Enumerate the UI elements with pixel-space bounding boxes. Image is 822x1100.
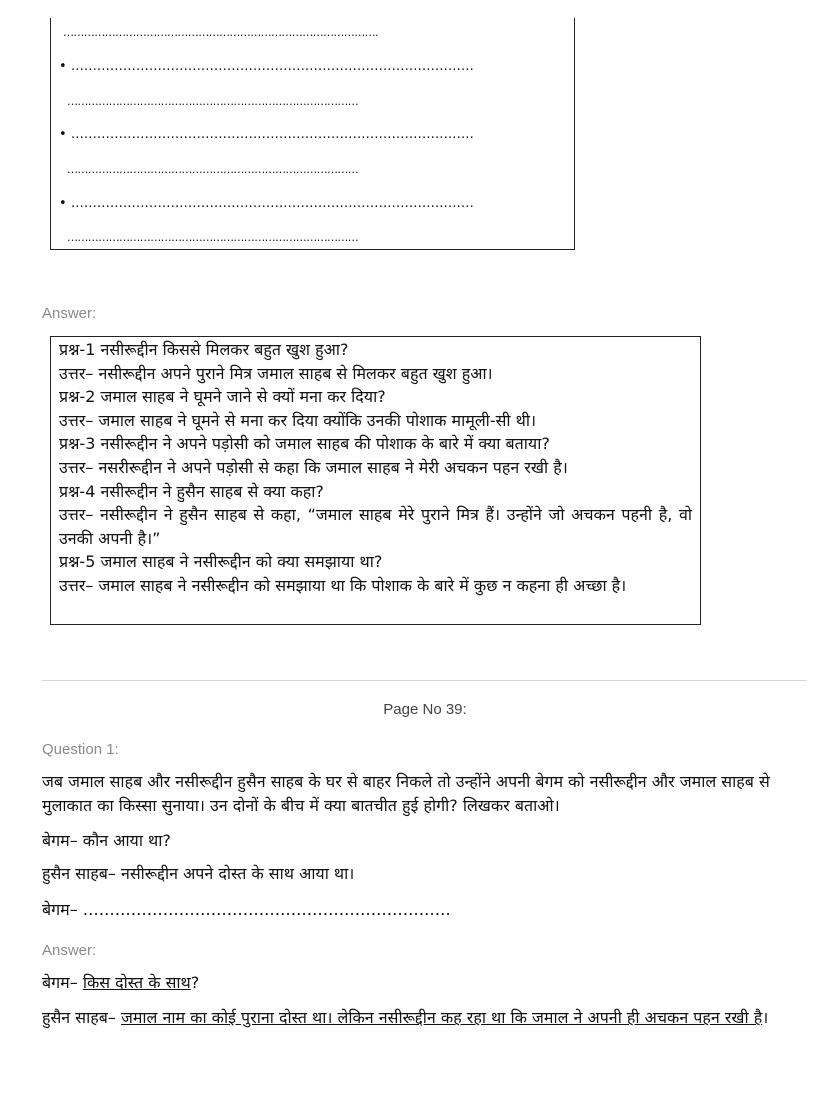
- answer-box: [50, 336, 701, 625]
- dotted-line: …………………………………………………………………………: [67, 163, 359, 176]
- dotted-line: …………………………………………………………………………………: [70, 127, 474, 142]
- bullet-item: [59, 127, 474, 143]
- answer-line: उत्तर– नसरीरूद्दीन ने अपने पड़ोसी से कहा कि जमाल साहब ने मेरी अचकन पहन रखी है।: [59, 457, 568, 477]
- dialog-line-blank: बेगम– ……………………………………………………………: [42, 900, 451, 919]
- question-text: जब जमाल साहब और नसीरूद्दीन हुसैन साहब के घर से बाहर निकले तो उन्होंने अपनी बेगम को नसीरूद्दीन और जमाल साहब से मुलाकात का किस्सा सुनाया। उन दोनों के बीच में क्या बातचीत हुई होगी? लिखकर बताओ।: [42, 772, 770, 815]
- answer-line: उत्तर– नसीरूद्दीन अपने पुराने मित्र जमाल साहब से मिलकर बहुत खुश हुआ।: [59, 363, 493, 383]
- question-line: प्रश्न-1 नसीरूद्दीन किससे मिलकर बहुत खुश हुआ?: [59, 340, 349, 359]
- question-line: प्रश्न-3 नसीरूद्दीन ने अपने पड़ोसी को जमाल साहब की पोशाक के बारे में क्या बताया?: [59, 434, 550, 454]
- dotted-line: ……………………………………………………………………………….: [63, 26, 378, 39]
- speaker-label: हुसैन साहब–: [42, 1008, 121, 1027]
- page-number: Page No 39:: [383, 701, 467, 718]
- bullet-icon: •: [59, 59, 67, 74]
- punctuation: ।: [762, 1008, 769, 1027]
- dotted-line: …………………………………………………………………………………: [70, 59, 474, 74]
- question-line: प्रश्न-2 जमाल साहब ने घूमने जाने से क्यों मना कर दिया?: [59, 387, 386, 407]
- speaker-label: बेगम–: [42, 973, 83, 992]
- punctuation: ?: [190, 973, 200, 992]
- dialog-line: हुसैन साहब– नसीरूद्दीन अपने दोस्त के साथ आया था।: [42, 864, 355, 883]
- answer-line: उत्तर– जमाल साहब ने घूमने से मना कर दिया क्योंकि उनकी पोशाक मामूली-सी थी।: [59, 410, 537, 430]
- section-divider: [42, 680, 807, 681]
- answer-line: उत्तर– जमाल साहब ने नसीरूद्दीन को समझाया था कि पोशाक के बारे में कुछ न कहना ही अच्छा है।: [59, 575, 627, 595]
- filled-answer: किस दोस्त के साथ: [82, 973, 191, 992]
- bullet-icon: •: [59, 127, 67, 142]
- bullet-item: [59, 59, 474, 75]
- answer-label: Answer:: [42, 305, 97, 322]
- dotted-line: …………………………………………………………………………………: [70, 196, 474, 211]
- bullet-item: [59, 196, 474, 212]
- answer-line: उत्तर– नसीरूद्दीन ने हुसैन साहब से कहा, “जमाल साहब मेरे पुराने मित्र हैं। उन्होंने जो अचकन पहनी है, वो उनकी अपनी है।”: [59, 505, 692, 548]
- question-line: प्रश्न-4 नसीरूद्दीन ने हुसैन साहब से क्या कहा?: [59, 481, 324, 501]
- bullet-icon: •: [59, 196, 67, 211]
- answer-dialog-line: [42, 1006, 787, 1030]
- answer-label: Answer:: [42, 942, 97, 959]
- dotted-lines-box: [50, 18, 575, 250]
- question-line: प्रश्न-5 जमाल साहब ने नसीरूद्दीन को क्या समझाया था?: [59, 552, 383, 572]
- dotted-line: …………………………………………………………………………: [67, 231, 359, 244]
- filled-answer: जमाल नाम का कोई पुराना दोस्त था। लेकिन नसीरूद्दीन कह रहा था कि जमाल ने अपनी ही अचकन पहन रखी है: [120, 1008, 763, 1027]
- dotted-line: …………………………………………………………………………: [67, 95, 359, 108]
- answer-dialog-line: [42, 971, 787, 995]
- question-label: Question 1:: [42, 741, 119, 758]
- dialog-line: बेगम– कौन आया था?: [42, 831, 171, 850]
